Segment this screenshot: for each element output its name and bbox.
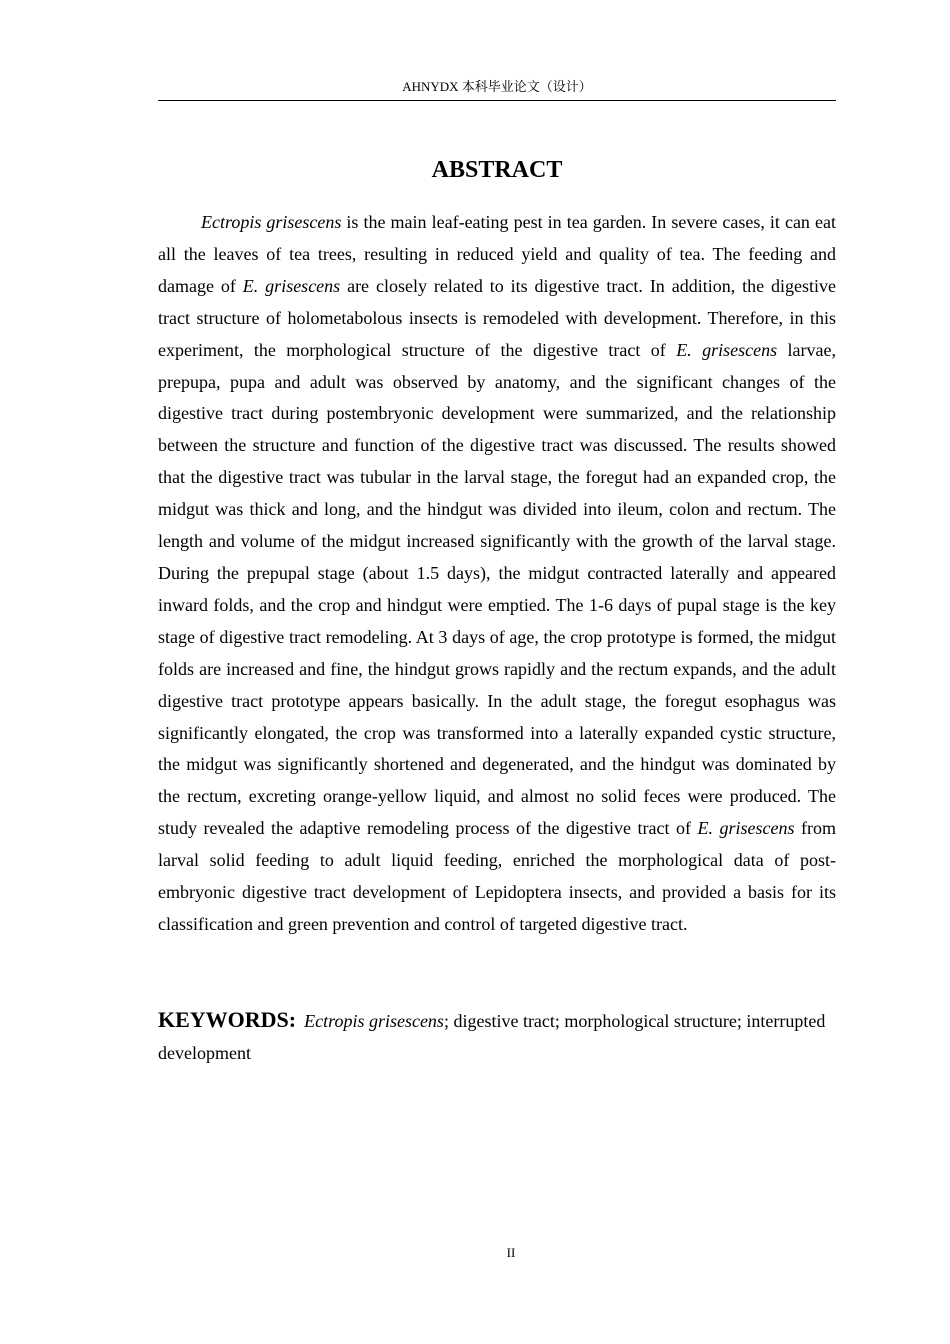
abstract-title: ABSTRACT [431,157,563,183]
keyword-species: Ectropis grisescens [304,1011,444,1031]
running-header: AHNYDX 本科毕业论文（设计） [402,79,592,94]
header-rule [158,100,836,101]
page-number: II [506,1245,516,1260]
species-name: Ectropis grisescens [201,212,342,232]
keywords-label: KEYWORDS: [158,1007,297,1032]
species-name: E. grisescens [242,275,341,296]
abstract-text: larvae, prepupa, pupa and adult was observed by anatomy, and the significant changes of the digestive tract during postembryonic development were summarized, and the relationship between the structure and function of the digestive tract was discussed. The results showed that the digestive tract was tubular in the larval stage, the foregut had an expanded crop, the midgut was thick and long, and the hindgut was divided into ileum, colon and rectum. The length and volume of the midgut increased significantly with the growth of the larval stage. During the prepupal stage (about 1.5 days), the midgut contracted laterally and appeared inward folds, and the crop and hindgut were emptied. The 1-6 days of pupal stage is the key stage of digestive tract remodeling. At 3 days of age, the crop prototype is formed, the midgut folds are increased and fine, the hindgut grows rapidly and the rectum expands, and the adult digestive tract prototype appears basically. In the adult stage, the foregut esophagus was significantly elongated, the crop was transformed into a laterally expanded cystic structure, the midgut was significantly shortened and degenerated, and the hindgut was dominated by the rectum, excreting orange-yellow liquid, and almost no solid feces were produced. The study revealed the adaptive remodeling process of the digestive tract of [158,339,836,839]
abstract-text: from larval solid feeding to adult liquid feeding, enriched the morphological data of post-embryonic digestive tract development of Lepidoptera insects, and provided a basis for its classification and green prevention and control of targeted digestive tract. [158,818,836,934]
abstract-text: are closely related to its digestive tract. In addition, the digestive tract structure of holometabolous insects is remodeled with development. Therefore, in this experiment, the morphological structure of the digestive tract of [158,275,836,360]
abstract-text: is the main leaf-eating pest in tea garden. In severe cases, it can eat all the leaves of tea trees, resulting in reduced yield and quality of tea. The feeding and damage of [158,212,836,296]
keywords-line [158,1004,836,1069]
species-name: E. grisescens [676,339,778,360]
abstract-body [158,207,836,941]
species-name: E. grisescens [697,818,795,839]
keywords-list: ; digestive tract; morphological structure; interrupted development [158,1011,826,1063]
